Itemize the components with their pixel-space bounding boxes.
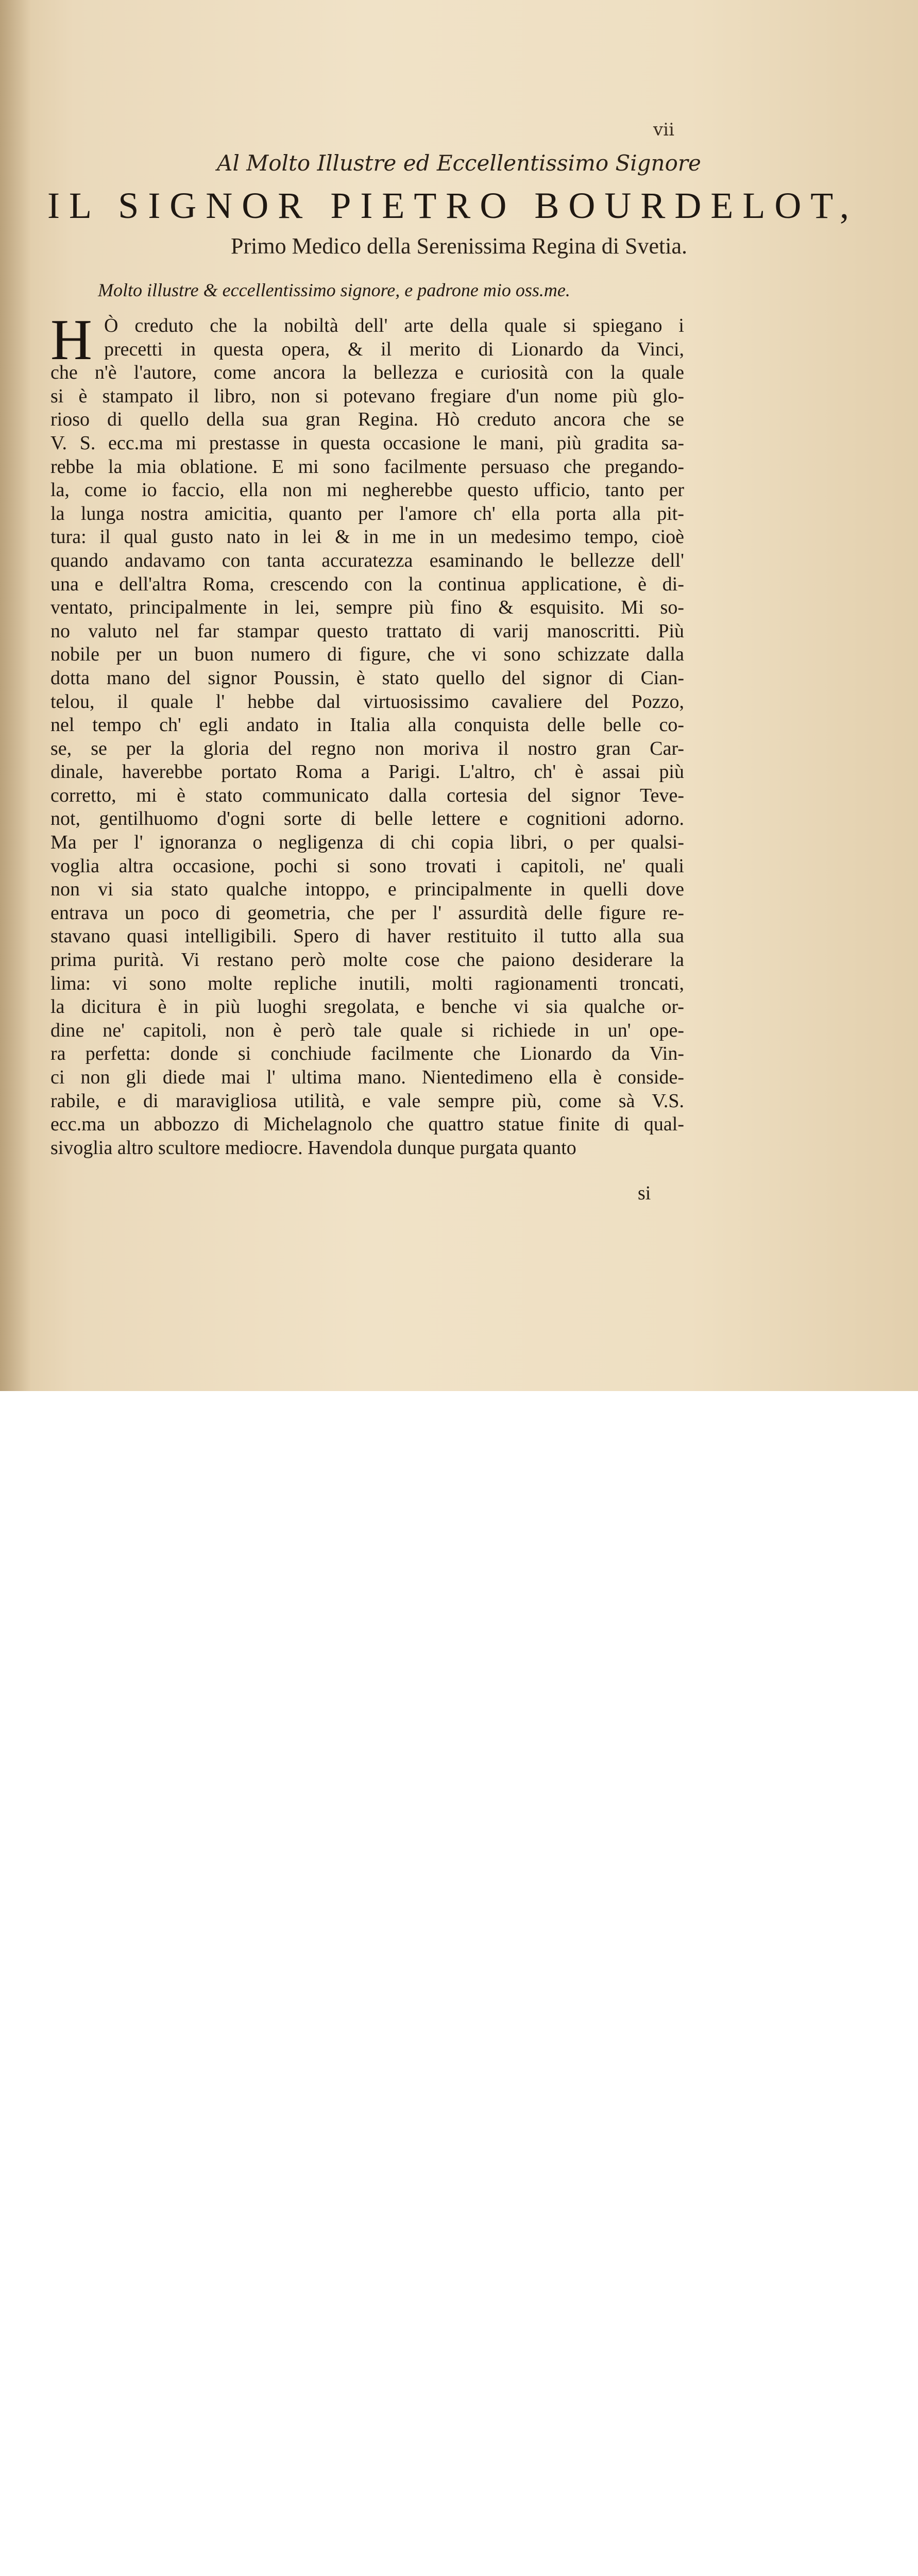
gutter-shadow [0,0,31,1391]
text-line: rebbe la mia oblatione. E mi sono facilmente persuaso che pregando- [50,455,684,478]
text-line: corretto, mi è stato communicato dalla cortesia del signor Teve- [50,784,684,806]
text-line: la dicitura è in più luoghi sregolata, e benche vi sia qualche or- [50,996,684,1018]
salutation: Molto illustre & eccellentissimo signore, e padrone mio oss.me. [98,280,570,300]
text-line: rioso di quello della sua gran Regina. Hò creduto ancora che se [50,409,684,431]
text-line: not, gentilhuomo d'ogni sorte di belle lettere e cognitioni adorno. [50,808,684,830]
text-line: prima purità. Vi restano però molte cose che paiono desiderare la [50,949,684,971]
text-line: sivoglia altro scultore mediocre. Havendola dunque purgata quanto [50,1137,576,1159]
text-line: stavano quasi intelligibili. Spero di haver restituito il tutto alla sua [50,925,684,947]
text-line: la lunga nostra amicitia, quanto per l'amore ch' ella porta alla pit- [50,502,684,524]
text-line: ventato, principalmente in lei, sempre più fino & esquisito. Mi so- [50,597,684,619]
catchword: si [638,1182,651,1204]
text-line: entrava un poco di geometria, che per l' assurdità delle figure re- [50,902,684,924]
text-line: se, se per la gloria del regno non moriva il nostro gran Car- [50,737,684,759]
page-number: vii [653,120,674,140]
dedicatee-name: IL SIGNOR PIETRO BOURDELOT, [47,185,858,226]
text-line: nel tempo ch' egli andato in Italia alla conquista delle belle co- [50,714,684,736]
text-line: la, come io faccio, ella non mi negherebbe questo ufficio, tanto per [50,479,684,501]
text-line: non vi sia stato qualche intoppo, e principalmente in quelli dove [50,878,684,901]
text-line: Ò creduto che la nobiltà dell' arte della quale si spiegano i [104,315,684,336]
text-line: dotta mano del signor Poussin, è stato quello del signor di Cian- [50,667,684,689]
text-line: tura: il qual gusto nato in lei & in me in un medesimo tempo, cioè [50,526,684,548]
footer [0,1391,918,1469]
text-line: si è stampato il libro, non si potevano fregiare d'un nome più glo- [50,385,684,407]
text-line: una e dell'altra Roma, crescendo con la continua applicatione, è di- [50,573,684,595]
text-line: telou, il quale l' hebbe dal virtuosissimo cavaliere del Pozzo, [50,690,684,713]
text-line: no valuto nel far stampar questo trattato di varij manoscritti. Più [50,620,684,642]
drop-cap: H [50,308,92,372]
text-line: voglia altra occasione, pochi si sono trovati i capitoli, ne' quali [50,855,684,877]
text-line: lima: vi sono molte repliche inutili, molti ragionamenti troncati, [50,972,684,994]
dedication-heading: Al Molto Illustre ed Eccellentissimo Signore [217,150,701,176]
dedicatee-title: Primo Medico della Serenissima Regina di Svetia. [231,233,687,259]
text-line: rabile, e di maravigliosa utilità, e vale sempre più, come sà V.S. [50,1090,684,1112]
text-line: dine ne' capitoli, non è però tale quale si richiede in un' ope- [50,1019,684,1041]
text-line: ra perfetta: donde si conchiude facilmente che Lionardo da Vin- [50,1043,684,1065]
text-line: V. S. ecc.ma mi prestasse in questa occasione le mani, più gradita sa- [50,432,684,454]
text-line: Ma per l' ignoranza o negligenza di chi copia libri, o per qualsi- [50,832,684,854]
letter-body [50,308,684,1160]
text-line: dinale, haverebbe portato Roma a Parigi. L'altro, ch' è assai più [50,761,684,783]
text-line: nobile per un buon numero di figure, che vi sono schizzate dalla [50,643,684,666]
text-line: ci non gli diede mai l' ultima mano. Nientedimeno ella è conside- [50,1066,684,1088]
text-line: che n'è l'autore, come ancora la bellezza e curiosità con la quale [50,362,684,384]
text-line: ecc.ma un abbozzo di Michelagnolo che quattro statue finite di qual- [50,1113,684,1136]
text-line: quando andavamo con tanta accuratezza esaminando le bellezze dell' [50,549,684,571]
text-line: precetti in questa opera, & il merito di Lionardo da Vinci, [104,338,684,360]
